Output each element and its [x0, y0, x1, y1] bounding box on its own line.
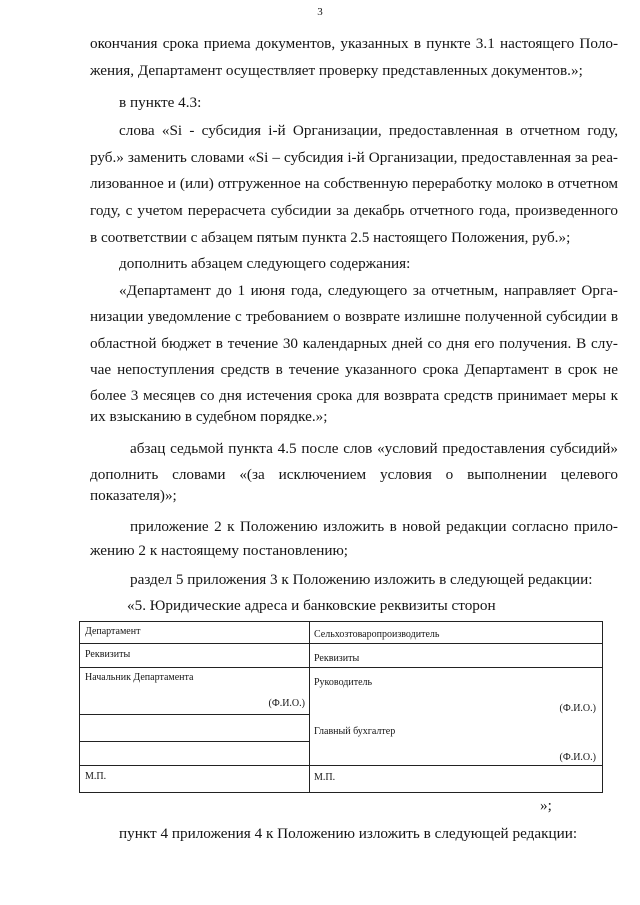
- body-line: показателя)»;: [90, 487, 177, 504]
- body-line: областной бюджет в течение 30 календарных дней со дня его получения. В слу-: [90, 335, 618, 352]
- stamp-placeholder: М.П.: [85, 771, 107, 782]
- body-line: низации уведомление с требованием о возврате излишне полученной субсидии в: [90, 308, 618, 325]
- body-line: дополнить абзацем следующего содержания:: [119, 255, 411, 272]
- fio-placeholder: (Ф.И.О.): [559, 752, 596, 763]
- table-column-divider: [309, 621, 310, 792]
- body-line: чае непоступления средств в течение указанного срока Департамент в срок не: [90, 361, 618, 378]
- body-line: абзац седьмой пункта 4.5 после слов «условий предоставления субсидий»: [130, 440, 618, 457]
- section-heading: «5. Юридические адреса и банковские реквизиты сторон: [127, 597, 496, 614]
- page-number: 3: [317, 6, 323, 18]
- table-row-divider: [79, 667, 602, 668]
- body-line: дополнить словами «(за исключением условия о выполнении целевого: [90, 466, 618, 483]
- body-line: их взысканию в судебном порядке.»;: [90, 408, 328, 425]
- body-line: пункт 4 приложения 4 к Положению изложить в следующей редакции:: [119, 825, 578, 842]
- table-row-divider: [79, 765, 602, 766]
- body-line: лизованное и (или) отгруженное на собственную переработку молоко в отчетном: [90, 175, 618, 192]
- body-line: году, с учетом перерасчета субсидии за декабрь отчетного года, произведенного: [90, 202, 618, 219]
- table-row-divider: [79, 741, 310, 742]
- table-cell: Департамент: [85, 626, 141, 637]
- body-line: «Департамент до 1 июня года, следующего за отчетным, направляет Орга-: [119, 282, 618, 299]
- table-cell: Главный бухгалтер: [314, 726, 396, 737]
- fio-placeholder: (Ф.И.О.): [268, 698, 305, 709]
- table-cell: Реквизиты: [85, 649, 131, 660]
- table-row-divider: [79, 643, 602, 644]
- table-cell: Руководитель: [314, 677, 373, 688]
- body-line: жению 2 к настоящему постановлению;: [90, 542, 349, 559]
- closing-quote: »;: [540, 797, 552, 814]
- table-cell: Начальник Департамента: [85, 672, 194, 683]
- fio-placeholder: (Ф.И.О.): [559, 703, 596, 714]
- table-cell: Реквизиты: [314, 653, 360, 664]
- body-line: окончания срока приема документов, указанных в пункте 3.1 настоящего Поло-: [90, 35, 618, 52]
- stamp-placeholder: М.П.: [314, 772, 336, 783]
- body-line: в пункте 4.3:: [119, 94, 202, 111]
- body-line: приложение 2 к Положению изложить в новой редакции согласно прило-: [130, 518, 618, 535]
- body-line: более 3 месяцев со дня истечения срока для возврата средств принимает меры к: [90, 387, 618, 404]
- body-line: слова «Si - субсидия i-й Организации, предоставленная в отчетном году,: [119, 122, 618, 139]
- table-row-divider: [79, 714, 310, 715]
- body-line: руб.» заменить словами «Si – субсидия i-й Организации, предоставленная за реа-: [90, 149, 618, 166]
- table-cell: Сельхозтоваропроизводитель: [314, 629, 440, 640]
- body-line: в соответствии с абзацем пятым пункта 2.5 настоящего Положения, руб.»;: [90, 229, 571, 246]
- body-line: раздел 5 приложения 3 к Положению изложить в следующей редакции:: [130, 571, 593, 588]
- body-line: жения, Департамент осуществляет проверку представленных документов.»;: [90, 62, 583, 79]
